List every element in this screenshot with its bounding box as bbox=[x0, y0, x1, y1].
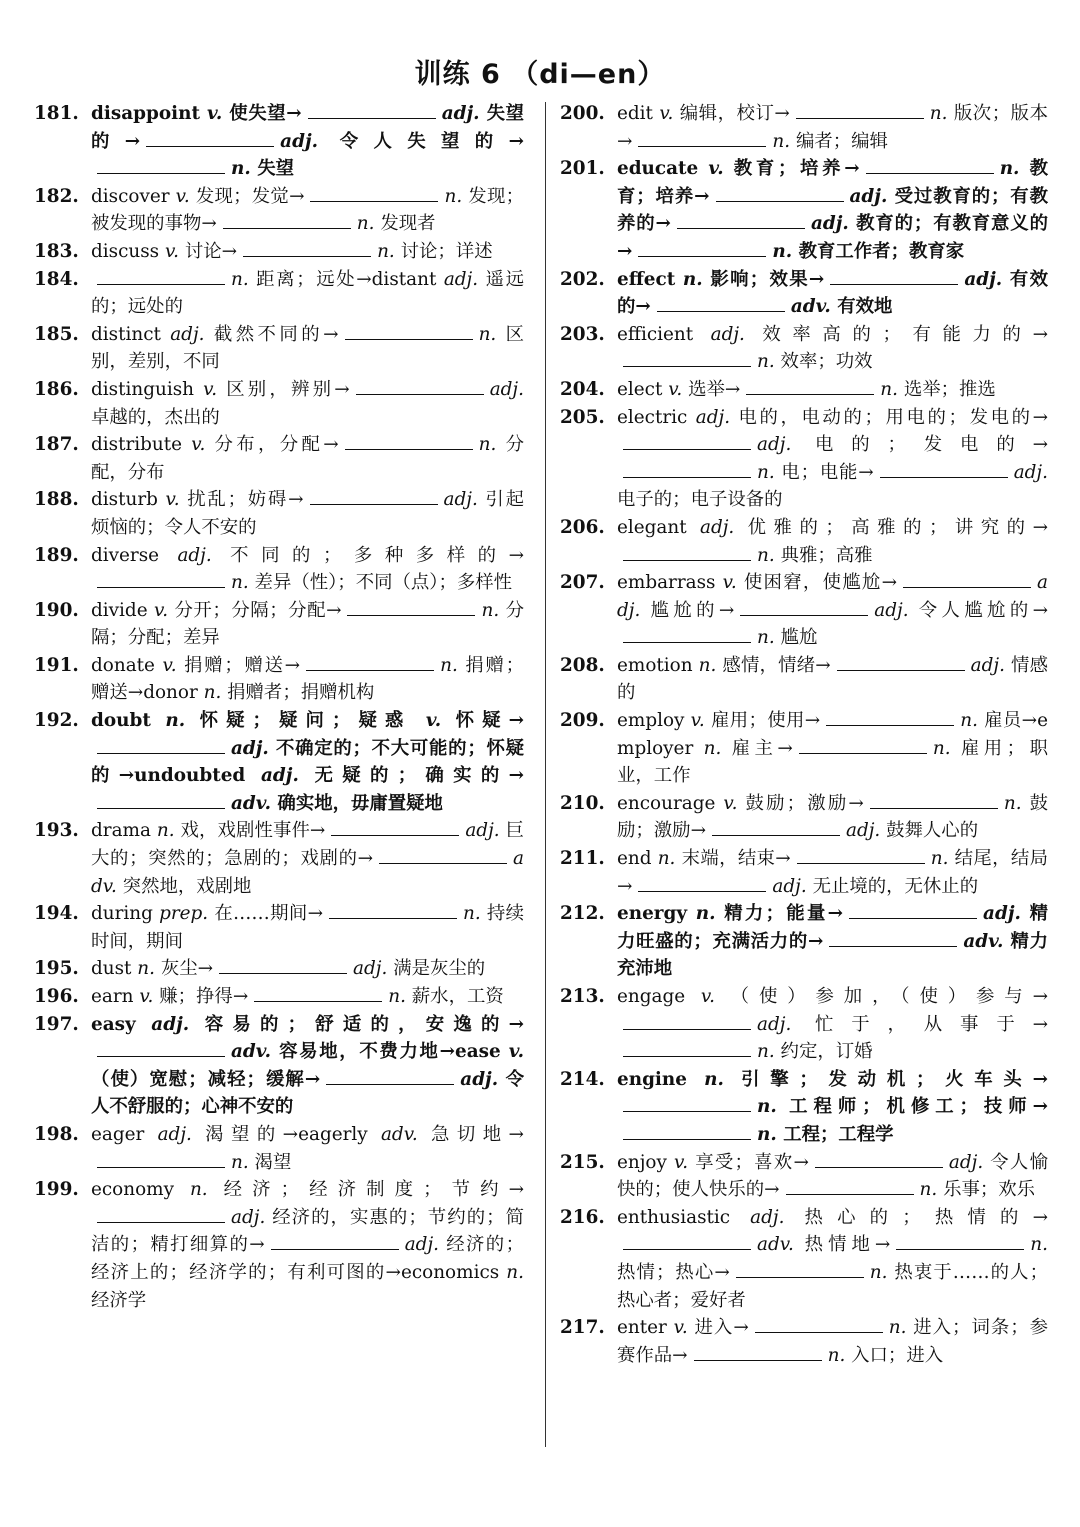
entry-number: 196. bbox=[34, 986, 79, 1007]
answer-blank[interactable] bbox=[271, 1248, 399, 1250]
entry-text: electric adj. 电的，电动的；用电的；发电的→adj. 电的；发电的→n. 电；电能→ adj. 电子的；电子设备的 bbox=[617, 406, 1048, 511]
answer-blank[interactable] bbox=[866, 172, 994, 174]
entry-number: 182. bbox=[34, 185, 79, 207]
entry-text: discuss v. 讨论→ n. 讨论；详述 bbox=[91, 240, 493, 262]
entry-number: 191. bbox=[34, 654, 79, 676]
vocab-entry bbox=[34, 486, 524, 541]
answer-blank[interactable] bbox=[712, 834, 840, 836]
vocab-entry bbox=[560, 266, 1048, 321]
vocab-entry bbox=[34, 817, 524, 900]
entry-text: enjoy v. 享受；喜欢→ adj. 令人愉快的；使人快乐的→ n. 乐事；欢乐 bbox=[617, 1151, 1048, 1201]
vocab-entry bbox=[560, 900, 1048, 983]
answer-blank[interactable] bbox=[623, 1110, 751, 1112]
answer-blank[interactable] bbox=[306, 669, 434, 671]
entry-number: 205. bbox=[560, 406, 605, 428]
answer-blank[interactable] bbox=[97, 1221, 225, 1223]
entry-text: distinguish v. 区别，辨别→ adj. 卓越的，杰出的 bbox=[91, 378, 524, 428]
entry-text: easy adj. 容易的；舒适的，安逸的→adv. 容易地，不费力地→ease v. （使）宽慰；减轻；缓解→ adj. 令人不舒服的；心神不安的 bbox=[91, 1013, 524, 1118]
vocab-entry bbox=[560, 652, 1048, 707]
answer-blank[interactable] bbox=[97, 283, 225, 285]
answer-blank[interactable] bbox=[829, 945, 957, 947]
answer-blank[interactable] bbox=[243, 255, 371, 257]
vocab-entry bbox=[34, 1176, 524, 1314]
left-column bbox=[34, 100, 524, 1314]
entry-text: distinct adj. 截然不同的→ n. 区别，差别，不同 bbox=[91, 323, 524, 373]
answer-blank[interactable] bbox=[815, 1166, 943, 1168]
right-column bbox=[560, 100, 1048, 1369]
entry-number: 194. bbox=[34, 903, 79, 925]
entry-number: 208. bbox=[560, 654, 605, 676]
answer-blank[interactable] bbox=[329, 917, 457, 919]
entry-text: economy n. 经济；经济制度；节约→adj. 经济的，实惠的；节约的；简洁的；精打细算的→ adj. 经济的；经济上的；经济学的；有利可图的→economics n. 经济学 bbox=[91, 1179, 524, 1311]
answer-blank[interactable] bbox=[694, 1359, 822, 1361]
entry-number: 211. bbox=[560, 848, 605, 870]
entry-text: earn v. 赚；挣得→ n. 薪水，工资 bbox=[91, 986, 504, 1007]
answer-blank[interactable] bbox=[310, 200, 438, 202]
answer-blank[interactable] bbox=[347, 614, 475, 616]
entry-text: enthusiastic adj. 热心的；热情的→adv. 热情地→ n. 热情；热心→ n. 热衷于……的人；热心者；爱好者 bbox=[617, 1206, 1048, 1311]
answer-blank[interactable] bbox=[623, 559, 751, 561]
entry-number: 206. bbox=[560, 516, 605, 538]
answer-blank[interactable] bbox=[356, 393, 484, 395]
answer-blank[interactable] bbox=[830, 283, 958, 285]
answer-blank[interactable] bbox=[623, 448, 751, 450]
answer-blank[interactable] bbox=[219, 972, 347, 974]
entry-number: 187. bbox=[34, 434, 79, 456]
entry-number: 193. bbox=[34, 820, 79, 842]
entry-number: 185. bbox=[34, 323, 79, 345]
answer-blank[interactable] bbox=[657, 310, 785, 312]
entry-text: end n. 末端，结束→ n. 结尾，结局→ adj. 无止境的，无休止的 bbox=[617, 848, 1048, 897]
vocab-entry bbox=[560, 321, 1048, 376]
vocab-entry bbox=[560, 1066, 1048, 1149]
answer-blank[interactable] bbox=[736, 1276, 864, 1278]
entry-number: 199. bbox=[34, 1179, 79, 1201]
vocab-entry bbox=[560, 1314, 1048, 1369]
entry-number: 216. bbox=[560, 1206, 605, 1228]
answer-blank[interactable] bbox=[826, 724, 954, 726]
entry-number: 201. bbox=[560, 158, 605, 180]
answer-blank[interactable] bbox=[746, 393, 874, 395]
vocab-entry bbox=[34, 542, 524, 597]
answer-blank[interactable] bbox=[716, 200, 844, 202]
entry-text: divide v. 分开；分隔；分配→ n. 分隔；分配；差异 bbox=[91, 599, 524, 649]
vocab-entry bbox=[34, 983, 524, 1011]
vocab-entry bbox=[34, 1011, 524, 1121]
entry-text: doubt n. 怀疑；疑问；疑惑 v. 怀疑→adj. 不确定的；不大可能的；怀疑的→undoubted adj. 无疑的；确实的→adv. 确实地，毋庸置疑地 bbox=[91, 710, 524, 814]
answer-blank[interactable] bbox=[623, 1028, 751, 1030]
vocab-entry bbox=[34, 321, 524, 376]
entry-number: 181. bbox=[34, 103, 79, 124]
entry-text: embarrass v. 使困窘，使尴尬→ adj. 尴尬的→ adj. 令人尴尬的→n. 尴尬 bbox=[617, 572, 1048, 649]
entry-number: 195. bbox=[34, 958, 79, 980]
entry-number: 213. bbox=[560, 986, 605, 1007]
answer-blank[interactable] bbox=[638, 890, 766, 892]
entry-text: energy n. 精力；能量→ adj. 精力旺盛的；充满活力的→ adv. 精力充沛地 bbox=[617, 903, 1048, 980]
entry-text: effect n. 影响；效果→ adj. 有效的→ adv. 有效地 bbox=[617, 268, 1048, 318]
answer-blank[interactable] bbox=[379, 862, 507, 864]
entry-number: 217. bbox=[560, 1317, 605, 1339]
vocab-entry bbox=[34, 652, 524, 707]
answer-blank[interactable] bbox=[623, 641, 751, 643]
entry-number: 214. bbox=[560, 1068, 605, 1090]
answer-blank[interactable] bbox=[903, 586, 1031, 588]
entry-number: 202. bbox=[560, 268, 605, 290]
answer-blank[interactable] bbox=[796, 117, 924, 119]
vocab-entry bbox=[34, 431, 524, 486]
answer-blank[interactable] bbox=[345, 338, 473, 340]
column-divider bbox=[545, 102, 546, 1447]
entry-text: distribute v. 分布，分配→ n. 分配，分布 bbox=[91, 434, 524, 483]
vocab-entry bbox=[34, 266, 524, 321]
entry-number: 192. bbox=[34, 710, 79, 732]
entry-text: during prep. 在……期间→ n. 持续时间，期间 bbox=[91, 903, 524, 952]
vocab-entry bbox=[34, 597, 524, 652]
answer-blank[interactable] bbox=[623, 1138, 751, 1140]
entry-text: employ v. 雇用；使用→ n. 雇员→employer n. 雇主→ n. 雇用；职业，工作 bbox=[617, 710, 1048, 787]
answer-blank[interactable] bbox=[638, 145, 766, 147]
answer-blank[interactable] bbox=[740, 614, 868, 616]
answer-blank[interactable] bbox=[97, 807, 225, 809]
entry-text: eager adj. 渴望的→eagerly adv. 急切地→n. 渴望 bbox=[91, 1123, 524, 1173]
answer-blank[interactable] bbox=[97, 172, 225, 174]
entry-number: 215. bbox=[560, 1151, 605, 1173]
vocab-entry bbox=[560, 1204, 1048, 1314]
entry-text: efficient adj. 效率高的；有能力的→n. 效率；功效 bbox=[617, 323, 1048, 373]
vocab-entry bbox=[34, 900, 524, 955]
entry-text: disturb v. 扰乱；妨碍→ adj. 引起烦恼的；令人不安的 bbox=[91, 489, 524, 538]
answer-blank[interactable] bbox=[310, 503, 438, 505]
answer-blank[interactable] bbox=[326, 1083, 454, 1085]
answer-blank[interactable] bbox=[254, 1000, 382, 1002]
answer-blank[interactable] bbox=[345, 448, 473, 450]
vocab-entry bbox=[34, 955, 524, 983]
vocab-entry bbox=[560, 1149, 1048, 1204]
entry-text: discover v. 发现；发觉→ n. 发现；被发现的事物→ n. 发现者 bbox=[91, 185, 524, 235]
answer-blank[interactable] bbox=[97, 586, 225, 588]
vocab-entry bbox=[34, 1121, 524, 1176]
entry-number: 212. bbox=[560, 903, 605, 925]
entry-number: 183. bbox=[34, 240, 79, 262]
answer-blank[interactable] bbox=[308, 117, 436, 119]
entry-number: 203. bbox=[560, 323, 605, 345]
vocab-entry bbox=[34, 707, 524, 817]
answer-blank[interactable] bbox=[880, 476, 1008, 478]
entry-number: 189. bbox=[34, 544, 79, 566]
vocab-entry bbox=[560, 983, 1048, 1066]
answer-blank[interactable] bbox=[623, 1248, 751, 1250]
entry-number: 198. bbox=[34, 1123, 79, 1145]
answer-blank[interactable] bbox=[223, 227, 351, 229]
vocab-entry bbox=[34, 238, 524, 266]
vocab-entry bbox=[560, 707, 1048, 790]
entry-text: educate v. 教育；培养→ n. 教育；培养→ adj. 受过教育的；有教养的→ adj. 教育的；有教育意义的→ n. 教育工作者；教育家 bbox=[617, 158, 1048, 262]
answer-blank[interactable] bbox=[755, 1331, 883, 1333]
entry-text: encourage v. 鼓励；激励→ n. 鼓励；激励→ adj. 鼓舞人心的 bbox=[617, 792, 1048, 842]
answer-blank[interactable] bbox=[623, 365, 751, 367]
entry-number: 200. bbox=[560, 103, 605, 124]
entry-text: elegant adj. 优雅的；高雅的；讲究的→n. 典雅；高雅 bbox=[617, 516, 1048, 566]
answer-blank[interactable] bbox=[849, 917, 977, 919]
answer-blank[interactable] bbox=[146, 145, 274, 147]
vocab-entry bbox=[560, 569, 1048, 652]
answer-blank[interactable] bbox=[97, 752, 225, 754]
vocab-entry bbox=[560, 100, 1048, 155]
vocab-entry bbox=[560, 514, 1048, 569]
answer-blank[interactable] bbox=[623, 476, 751, 478]
answer-blank[interactable] bbox=[677, 227, 805, 229]
entry-text: diverse adj. 不同的；多种多样的→n. 差异（性）；不同（点）；多样性 bbox=[91, 544, 524, 594]
answer-blank[interactable] bbox=[799, 752, 927, 754]
answer-blank[interactable] bbox=[331, 834, 459, 836]
answer-blank[interactable] bbox=[97, 1166, 225, 1168]
entry-text: elect v. 选举→ n. 选举；推选 bbox=[617, 378, 996, 400]
vocab-entry bbox=[560, 376, 1048, 404]
entry-text: drama n. 戏，戏剧性事件→ adj. 巨大的；突然的；急剧的；戏剧的→ adv. 突然地，戏剧地 bbox=[91, 820, 524, 897]
vocab-entry bbox=[560, 790, 1048, 845]
entry-number: 190. bbox=[34, 599, 79, 621]
vocab-entry bbox=[34, 183, 524, 238]
page-title: 训练 6 （di—en） bbox=[414, 59, 666, 90]
entry-text: engage v. （使）参加，（使）参与→adj. 忙于，从事于→n. 约定，订婚 bbox=[617, 986, 1049, 1063]
entry-text: edit v. 编辑，校订→ n. 版次；版本→ n. 编者；编辑 bbox=[617, 103, 1048, 152]
answer-blank[interactable] bbox=[623, 1055, 751, 1057]
answer-blank[interactable] bbox=[896, 1248, 1024, 1250]
answer-blank[interactable] bbox=[837, 669, 965, 671]
entry-text: emotion n. 感情，情绪→ adj. 情感的 bbox=[617, 654, 1048, 704]
entry-text: donate v. 捐赠；赠送→ n. 捐赠；赠送→donor n. 捐赠者；捐赠机构 bbox=[91, 654, 524, 704]
entry-number: 184. bbox=[34, 268, 79, 290]
entry-number: 197. bbox=[34, 1013, 79, 1035]
answer-blank[interactable] bbox=[797, 862, 925, 864]
answer-blank[interactable] bbox=[786, 1193, 914, 1195]
answer-blank[interactable] bbox=[97, 1055, 225, 1057]
entry-text: engine n. 引擎；发动机；火车头→n. 工程师；机修工；技师→n. 工程；工程学 bbox=[617, 1068, 1048, 1145]
entry-number: 188. bbox=[34, 489, 79, 511]
vocab-entry bbox=[560, 404, 1048, 514]
answer-blank[interactable] bbox=[870, 807, 998, 809]
entry-text: dust n. 灰尘→ adj. 满是灰尘的 bbox=[91, 958, 486, 980]
entry-number: 209. bbox=[560, 710, 605, 732]
entry-text: disappoint v. 使失望→ adj. 失望的→ adj. 令人失望的→n. 失望 bbox=[91, 103, 524, 180]
vocab-entry bbox=[560, 845, 1048, 900]
entry-number: 186. bbox=[34, 378, 79, 400]
vocab-entry bbox=[34, 100, 524, 183]
entry-number: 207. bbox=[560, 572, 605, 594]
entry-text: n. 距离；远处→distant adj. 遥远的；远处的 bbox=[91, 268, 524, 318]
entry-number: 204. bbox=[560, 378, 605, 400]
entry-number: 210. bbox=[560, 792, 605, 814]
answer-blank[interactable] bbox=[638, 255, 766, 257]
entry-text: enter v. 进入→ n. 进入；词条；参赛作品→ n. 入口；进入 bbox=[617, 1317, 1048, 1366]
vocab-entry bbox=[560, 155, 1048, 265]
vocab-entry bbox=[34, 376, 524, 431]
